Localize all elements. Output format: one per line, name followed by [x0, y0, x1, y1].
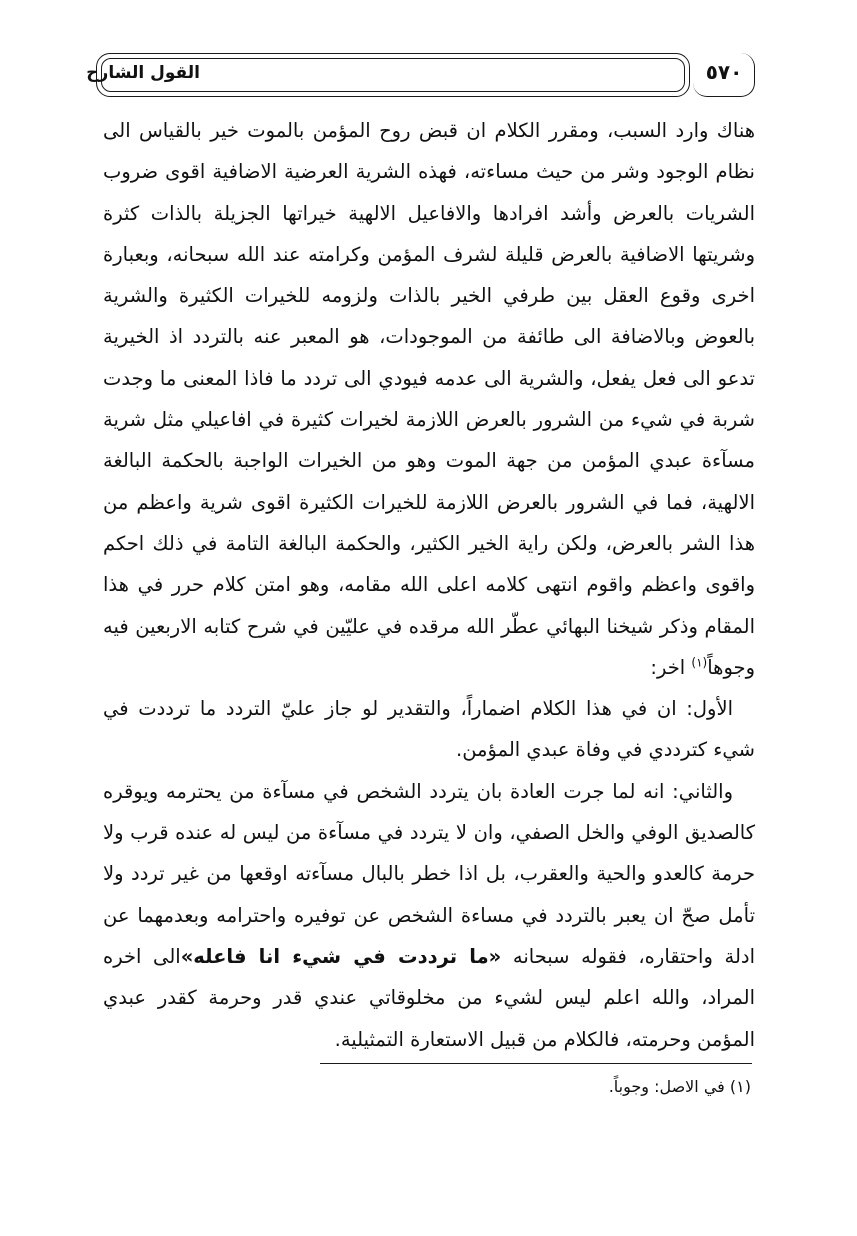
footnote-separator [320, 1063, 752, 1064]
paragraph-3-tail: الى اخره المراد، والله اعلم ليس لشيء من مخلوقاتي عندي قدر وحرمة كقدر عبدي المؤمن وحرمته، فالكلام من قبيل الاستعارة التمثيلية. [103, 944, 755, 1051]
page-number: ٥٧٠ [705, 60, 743, 84]
main-text [103, 110, 755, 1060]
footnote: (١) في الاصل: وجوباً. [608, 1077, 751, 1096]
footnote-marker: (١) [691, 655, 708, 670]
paragraph-3-text: والثاني: انه لما جرت العادة بان يتردد الشخص في مسآءة من يحترمه ويوقره كالصديق الوفي والخل الصفي، وان لا يتردد في مسآءة من ليس له عنده قرب ولا حرمة كالعدو والحية والعقرب، بل اذا خطر بالبال مسآءته اوقعها من غير تردد ولا تأمل صحّ ان يعبر بالتردد في مساءة الشخص عن توفيره واحترامه وبعدمهما عن ادلة واحتقاره، فقوله سبحانه [103, 779, 756, 968]
hadith-quote: «ما ترددت في شيء انا فاعله» [180, 944, 502, 968]
paragraph-2: الأول: ان في هذا الكلام اضماراً، والتقدير لو جاز عليّ التردد ما ترددت في شيء كترددي في وفاة عبدي المؤمن. [103, 697, 755, 762]
paragraph-1-tail: اخر: [650, 655, 692, 679]
book-title: القول الشارح [86, 63, 200, 83]
paragraph-1-text: هناك وارد السبب، ومقرر الكلام ان قبض روح المؤمن بالموت خير بالقياس الى نظام الوجود وشر من حيث مساءته، فهذه الشرية العرضية الاضافية اقوى ضروب الشريات بالعرض وأشد افرادها والافاعيل الالهية خيراتها الجزيلة بالذات كثرة وشريتها الاضافية بالعرض قليلة لشرف المؤمن وكرامته عند الله سبحانه، وبعبارة اخرى وقوع العقل بين طرفي الخير بالذات ولزومه للخيرات الكثيرة والشرية بالعوض وبالاضافة الى طائفة من الموجودات، هو المعبر عنه بالتردد اذ الخيرية تدعو الى فعل يفعل، والشرية الى عدمه فيودي الى تردد ما فاذا المعنى ما وجدت شربة في شيء من الشرور بالعرض اللازمة لخيرات كثيرة في افاعيلي مثل شرية مسآءة عبدي المؤمن من جهة الموت وهو من الخيرات الواجبة بالحكمة البالغة الالهية، فما في الشرور بالعرض اللازمة للخيرات الكثيرة اقوى شرية واعظم من هذا الشر بالعرض، ولكن راية الخير الكثير، والحكمة البالغة التامة في ذلك احكم واقوى واعظم واقوم انتهى كلامه اعلى الله مقامه، وهو امتن كلام حرر في هذا المقام وذكر شيخنا البهائي عطّر الله مرقده في عليّين في شرح كتابه الاربعين فيه وجوهاً [103, 119, 755, 679]
paragraph-1 [103, 110, 755, 688]
paragraph-3 [103, 771, 755, 1060]
